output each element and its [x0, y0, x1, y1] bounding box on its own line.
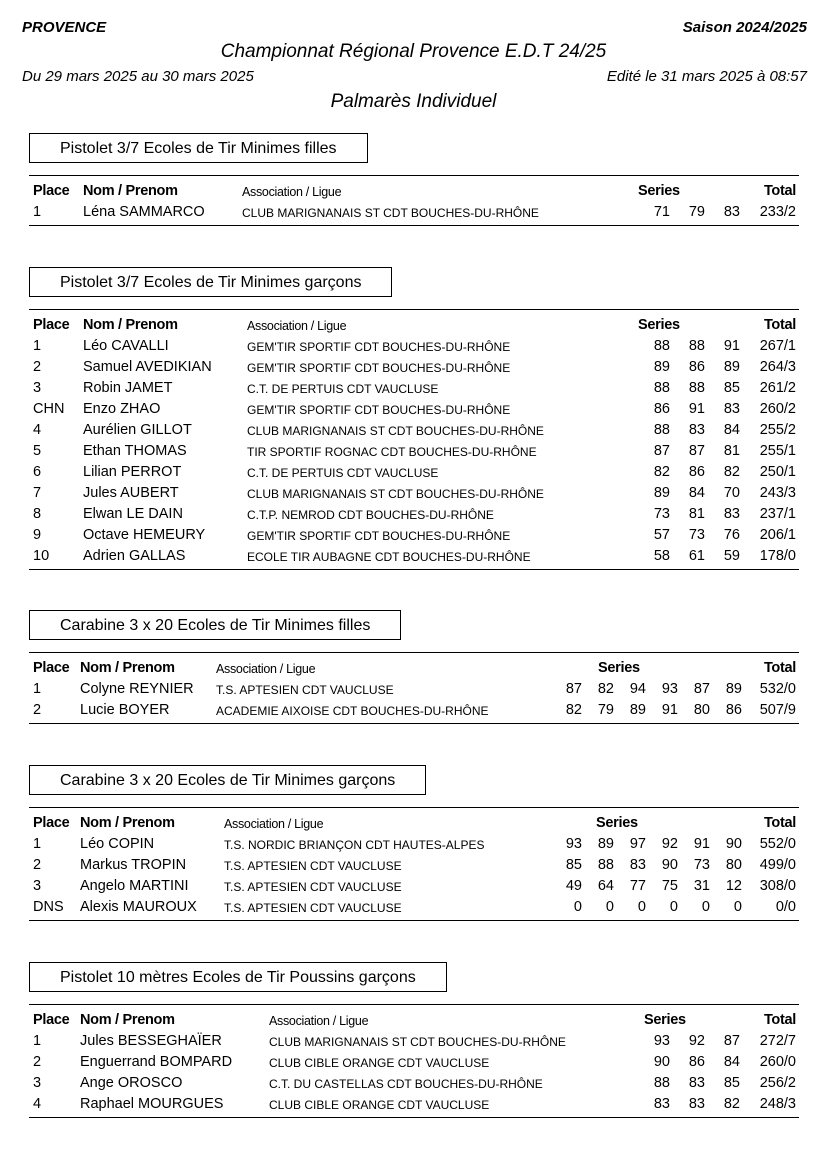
total-cell: 206/1	[759, 527, 796, 543]
col-place-header: Place	[33, 317, 70, 333]
table-body	[29, 336, 799, 569]
table-row	[29, 483, 799, 504]
col-name-header: Nom / Prenom	[83, 317, 178, 333]
series-score-cell: 87	[688, 443, 705, 459]
total-cell: 0/0	[775, 899, 796, 915]
col-name-header: Nom / Prenom	[83, 183, 178, 199]
col-name-header: Nom / Prenom	[80, 815, 175, 831]
table-row	[29, 336, 799, 357]
series-score-cell: 84	[723, 1054, 740, 1070]
series-score-cell: 91	[723, 338, 740, 354]
name-cell: Léo CAVALLI	[83, 338, 169, 354]
col-series-header: Series	[638, 317, 680, 333]
series-score-cell: 89	[629, 702, 646, 718]
series-score-cell: 73	[693, 857, 710, 873]
series-score-cell: 88	[597, 857, 614, 873]
results-table	[29, 309, 799, 570]
table-row	[29, 504, 799, 525]
table-row	[29, 876, 799, 897]
col-total-header: Total	[763, 660, 796, 676]
place-cell: 1	[33, 681, 42, 697]
series-score-cell: 93	[661, 681, 678, 697]
association-cell: CLUB CIBLE ORANGE CDT VAUCLUSE	[269, 1098, 490, 1112]
place-cell: 1	[33, 836, 42, 852]
series-score-cell: 92	[688, 1033, 705, 1049]
series-score-cell: 0	[669, 899, 678, 915]
table-row	[29, 679, 799, 700]
series-score-cell: 49	[565, 878, 582, 894]
table-row	[29, 1073, 799, 1094]
series-score-cell: 81	[688, 506, 705, 522]
table-row	[29, 441, 799, 462]
total-cell: 264/3	[759, 359, 796, 375]
col-series-header: Series	[638, 183, 680, 199]
total-cell: 507/9	[759, 702, 796, 718]
place-cell: DNS	[33, 899, 64, 915]
document-subtitle: Palmarès Individuel	[330, 91, 497, 112]
place-cell: 3	[33, 380, 42, 396]
total-cell: 552/0	[759, 836, 796, 852]
results-table	[29, 1004, 799, 1118]
name-cell: Colyne REYNIER	[80, 681, 194, 697]
series-score-cell: 77	[629, 878, 646, 894]
series-score-cell: 82	[723, 464, 740, 480]
series-score-cell: 86	[688, 464, 705, 480]
series-score-cell: 76	[723, 527, 740, 543]
category-title: Carabine 3 x 20 Ecoles de Tir Minimes filles	[29, 610, 401, 640]
series-score-cell: 97	[629, 836, 646, 852]
total-cell: 260/0	[759, 1054, 796, 1070]
total-cell: 248/3	[759, 1096, 796, 1112]
results-table	[29, 652, 799, 724]
place-cell: 3	[33, 1075, 42, 1091]
series-score-cell: 82	[597, 681, 614, 697]
association-cell: GEM'TIR SPORTIF CDT BOUCHES-DU-RHÔNE	[247, 340, 511, 354]
series-score-cell: 12	[725, 878, 742, 894]
name-cell: Elwan LE DAIN	[83, 506, 183, 522]
series-score-cell: 83	[688, 422, 705, 438]
series-score-cell: 89	[725, 681, 742, 697]
association-cell: T.S. NORDIC BRIANÇON CDT HAUTES-ALPES	[224, 838, 485, 852]
series-score-cell: 88	[653, 422, 670, 438]
series-score-cell: 85	[565, 857, 582, 873]
col-name-header: Nom / Prenom	[80, 1012, 175, 1028]
series-score-cell: 70	[723, 485, 740, 501]
name-cell: Léo COPIN	[80, 836, 155, 852]
series-score-cell: 83	[629, 857, 646, 873]
series-score-cell: 88	[688, 380, 705, 396]
series-score-cell: 87	[693, 681, 710, 697]
total-cell: 260/2	[759, 401, 796, 417]
table-row	[29, 399, 799, 420]
season-label: Saison 2024/2025	[682, 19, 807, 36]
series-score-cell: 91	[688, 401, 705, 417]
series-score-cell: 0	[605, 899, 614, 915]
series-score-cell: 90	[653, 1054, 670, 1070]
series-score-cell: 64	[597, 878, 614, 894]
total-cell: 272/7	[759, 1033, 796, 1049]
association-cell: GEM'TIR SPORTIF CDT BOUCHES-DU-RHÔNE	[247, 529, 511, 543]
col-association-header: Association / Ligue	[269, 1014, 369, 1028]
series-score-cell: 88	[653, 1075, 670, 1091]
total-cell: 267/1	[759, 338, 796, 354]
total-cell: 243/3	[759, 485, 796, 501]
category-title: Pistolet 3/7 Ecoles de Tir Minimes filles	[29, 133, 368, 163]
event-dates: Du 29 mars 2025 au 30 mars 2025	[22, 68, 254, 85]
association-cell: C.T. DE PERTUIS CDT VAUCLUSE	[247, 382, 439, 396]
association-cell: C.T. DU CASTELLAS CDT BOUCHES-DU-RHÔNE	[269, 1077, 543, 1091]
table-header	[29, 312, 799, 336]
table-row	[29, 834, 799, 855]
result-section	[29, 267, 799, 570]
place-cell: 4	[33, 1096, 42, 1112]
table-body	[29, 834, 799, 920]
result-section	[29, 133, 799, 226]
name-cell: Octave HEMEURY	[83, 527, 206, 543]
series-score-cell: 0	[733, 899, 742, 915]
series-score-cell: 83	[723, 204, 740, 220]
place-cell: 4	[33, 422, 42, 438]
place-cell: 6	[33, 464, 42, 480]
table-row	[29, 897, 799, 918]
place-cell: CHN	[33, 401, 65, 417]
series-score-cell: 83	[653, 1096, 670, 1112]
col-total-header: Total	[763, 183, 796, 199]
series-score-cell: 89	[653, 359, 670, 375]
series-score-cell: 80	[725, 857, 742, 873]
table-row	[29, 202, 799, 223]
association-cell: T.S. APTESIEN CDT VAUCLUSE	[224, 901, 402, 915]
series-score-cell: 79	[688, 204, 705, 220]
region-label: PROVENCE	[22, 19, 107, 36]
category-title: Pistolet 3/7 Ecoles de Tir Minimes garçons	[29, 267, 392, 297]
table-row	[29, 462, 799, 483]
col-association-header: Association / Ligue	[247, 319, 347, 333]
table-row	[29, 855, 799, 876]
place-cell: 3	[33, 878, 42, 894]
place-cell: 7	[33, 485, 42, 501]
result-section	[29, 765, 799, 921]
series-score-cell: 58	[653, 548, 670, 564]
total-cell: 250/1	[759, 464, 796, 480]
col-series-header: Series	[644, 1012, 686, 1028]
series-score-cell: 93	[653, 1033, 670, 1049]
total-cell: 261/2	[759, 380, 796, 396]
document-title: Championnat Régional Provence E.D.T 24/25	[220, 41, 607, 62]
series-score-cell: 71	[653, 204, 670, 220]
series-score-cell: 86	[653, 401, 670, 417]
series-score-cell: 0	[573, 899, 582, 915]
association-cell: C.T.P. NEMROD CDT BOUCHES-DU-RHÔNE	[247, 508, 494, 522]
col-place-header: Place	[33, 1012, 70, 1028]
association-cell: GEM'TIR SPORTIF CDT BOUCHES-DU-RHÔNE	[247, 403, 511, 417]
table-row	[29, 1052, 799, 1073]
series-score-cell: 82	[723, 1096, 740, 1112]
series-score-cell: 0	[637, 899, 646, 915]
series-score-cell: 90	[661, 857, 678, 873]
col-series-header: Series	[596, 815, 638, 831]
place-cell: 5	[33, 443, 42, 459]
name-cell: Jules AUBERT	[83, 485, 179, 501]
col-place-header: Place	[33, 183, 70, 199]
place-cell: 2	[33, 1054, 42, 1070]
series-score-cell: 89	[723, 359, 740, 375]
series-score-cell: 79	[597, 702, 614, 718]
place-cell: 2	[33, 857, 42, 873]
series-score-cell: 0	[701, 899, 710, 915]
place-cell: 10	[33, 548, 50, 564]
series-score-cell: 82	[565, 702, 582, 718]
series-score-cell: 91	[693, 836, 710, 852]
series-score-cell: 86	[688, 359, 705, 375]
series-score-cell: 92	[661, 836, 678, 852]
association-cell: CLUB MARIGNANAIS ST CDT BOUCHES-DU-RHÔNE	[247, 424, 544, 438]
table-row	[29, 420, 799, 441]
series-score-cell: 83	[688, 1096, 705, 1112]
col-name-header: Nom / Prenom	[80, 660, 175, 676]
total-cell: 237/1	[759, 506, 796, 522]
association-cell: CLUB MARIGNANAIS ST CDT BOUCHES-DU-RHÔNE	[242, 206, 539, 220]
col-place-header: Place	[33, 815, 70, 831]
total-cell: 233/2	[759, 204, 796, 220]
edition-timestamp: Edité le 31 mars 2025 à 08:57	[606, 68, 807, 85]
col-association-header: Association / Ligue	[242, 185, 342, 199]
series-score-cell: 89	[597, 836, 614, 852]
name-cell: Samuel AVEDIKIAN	[83, 359, 212, 375]
association-cell: TIR SPORTIF ROGNAC CDT BOUCHES-DU-RHÔNE	[247, 445, 537, 459]
total-cell: 178/0	[759, 548, 796, 564]
name-cell: Robin JAMET	[83, 380, 173, 396]
name-cell: Léna SAMMARCO	[83, 204, 205, 220]
table-row	[29, 525, 799, 546]
series-score-cell: 85	[723, 380, 740, 396]
association-cell: ACADEMIE AIXOISE CDT BOUCHES-DU-RHÔNE	[216, 704, 489, 718]
series-score-cell: 87	[565, 681, 582, 697]
col-total-header: Total	[763, 815, 796, 831]
table-header	[29, 810, 799, 834]
results-table	[29, 175, 799, 226]
association-cell: CLUB MARIGNANAIS ST CDT BOUCHES-DU-RHÔNE	[269, 1035, 566, 1049]
table-row	[29, 378, 799, 399]
place-cell: 2	[33, 359, 42, 375]
results-table	[29, 807, 799, 921]
series-score-cell: 94	[629, 681, 646, 697]
name-cell: Lilian PERROT	[83, 464, 182, 480]
table-row	[29, 546, 799, 567]
series-score-cell: 84	[723, 422, 740, 438]
col-series-header: Series	[598, 660, 640, 676]
result-section	[29, 962, 799, 1118]
association-cell: CLUB CIBLE ORANGE CDT VAUCLUSE	[269, 1056, 490, 1070]
series-score-cell: 88	[653, 338, 670, 354]
place-cell: 1	[33, 204, 42, 220]
place-cell: 8	[33, 506, 42, 522]
series-score-cell: 88	[688, 338, 705, 354]
table-row	[29, 1094, 799, 1115]
series-score-cell: 80	[693, 702, 710, 718]
table-row	[29, 1031, 799, 1052]
series-score-cell: 86	[688, 1054, 705, 1070]
category-title: Carabine 3 x 20 Ecoles de Tir Minimes garçons	[29, 765, 426, 795]
table-body	[29, 1031, 799, 1117]
association-cell: T.S. APTESIEN CDT VAUCLUSE	[224, 859, 402, 873]
result-section	[29, 610, 799, 724]
association-cell: CLUB MARIGNANAIS ST CDT BOUCHES-DU-RHÔNE	[247, 487, 544, 501]
col-total-header: Total	[763, 317, 796, 333]
name-cell: Alexis MAUROUX	[80, 899, 197, 915]
name-cell: Aurélien GILLOT	[83, 422, 192, 438]
series-score-cell: 87	[653, 443, 670, 459]
table-header	[29, 178, 799, 202]
series-score-cell: 87	[723, 1033, 740, 1049]
name-cell: Jules BESSEGHAÏER	[80, 1033, 222, 1049]
table-row	[29, 700, 799, 721]
series-score-cell: 59	[723, 548, 740, 564]
association-cell: T.S. APTESIEN CDT VAUCLUSE	[216, 683, 394, 697]
series-score-cell: 61	[688, 548, 705, 564]
table-row	[29, 357, 799, 378]
series-score-cell: 83	[723, 506, 740, 522]
place-cell: 1	[33, 338, 42, 354]
total-cell: 499/0	[759, 857, 796, 873]
series-score-cell: 90	[725, 836, 742, 852]
series-score-cell: 82	[653, 464, 670, 480]
table-header	[29, 655, 799, 679]
total-cell: 308/0	[759, 878, 796, 894]
series-score-cell: 31	[693, 878, 710, 894]
place-cell: 9	[33, 527, 42, 543]
name-cell: Ange OROSCO	[80, 1075, 183, 1091]
name-cell: Ethan THOMAS	[83, 443, 187, 459]
association-cell: GEM'TIR SPORTIF CDT BOUCHES-DU-RHÔNE	[247, 361, 511, 375]
place-cell: 2	[33, 702, 42, 718]
series-score-cell: 73	[688, 527, 705, 543]
table-body	[29, 202, 799, 225]
col-association-header: Association / Ligue	[216, 662, 316, 676]
col-total-header: Total	[763, 1012, 796, 1028]
series-score-cell: 75	[661, 878, 678, 894]
category-title: Pistolet 10 mètres Ecoles de Tir Poussins garçons	[29, 962, 447, 992]
col-place-header: Place	[33, 660, 70, 676]
series-score-cell: 88	[653, 380, 670, 396]
place-cell: 1	[33, 1033, 42, 1049]
table-body	[29, 679, 799, 723]
col-association-header: Association / Ligue	[224, 817, 324, 831]
series-score-cell: 89	[653, 485, 670, 501]
name-cell: Raphael MOURGUES	[80, 1096, 224, 1112]
name-cell: Markus TROPIN	[80, 857, 187, 873]
series-score-cell: 81	[723, 443, 740, 459]
association-cell: T.S. APTESIEN CDT VAUCLUSE	[224, 880, 402, 894]
name-cell: Adrien GALLAS	[83, 548, 186, 564]
series-score-cell: 83	[723, 401, 740, 417]
name-cell: Enzo ZHAO	[83, 401, 161, 417]
name-cell: Lucie BOYER	[80, 702, 170, 718]
series-score-cell: 85	[723, 1075, 740, 1091]
name-cell: Enguerrand BOMPARD	[80, 1054, 233, 1070]
total-cell: 255/2	[759, 422, 796, 438]
association-cell: ECOLE TIR AUBAGNE CDT BOUCHES-DU-RHÔNE	[247, 550, 531, 564]
total-cell: 255/1	[759, 443, 796, 459]
series-score-cell: 91	[661, 702, 678, 718]
series-score-cell: 57	[653, 527, 670, 543]
total-cell: 532/0	[759, 681, 796, 697]
association-cell: C.T. DE PERTUIS CDT VAUCLUSE	[247, 466, 439, 480]
table-header	[29, 1007, 799, 1031]
total-cell: 256/2	[759, 1075, 796, 1091]
series-score-cell: 86	[725, 702, 742, 718]
series-score-cell: 84	[688, 485, 705, 501]
series-score-cell: 83	[688, 1075, 705, 1091]
series-score-cell: 93	[565, 836, 582, 852]
series-score-cell: 73	[653, 506, 670, 522]
name-cell: Angelo MARTINI	[80, 878, 189, 894]
